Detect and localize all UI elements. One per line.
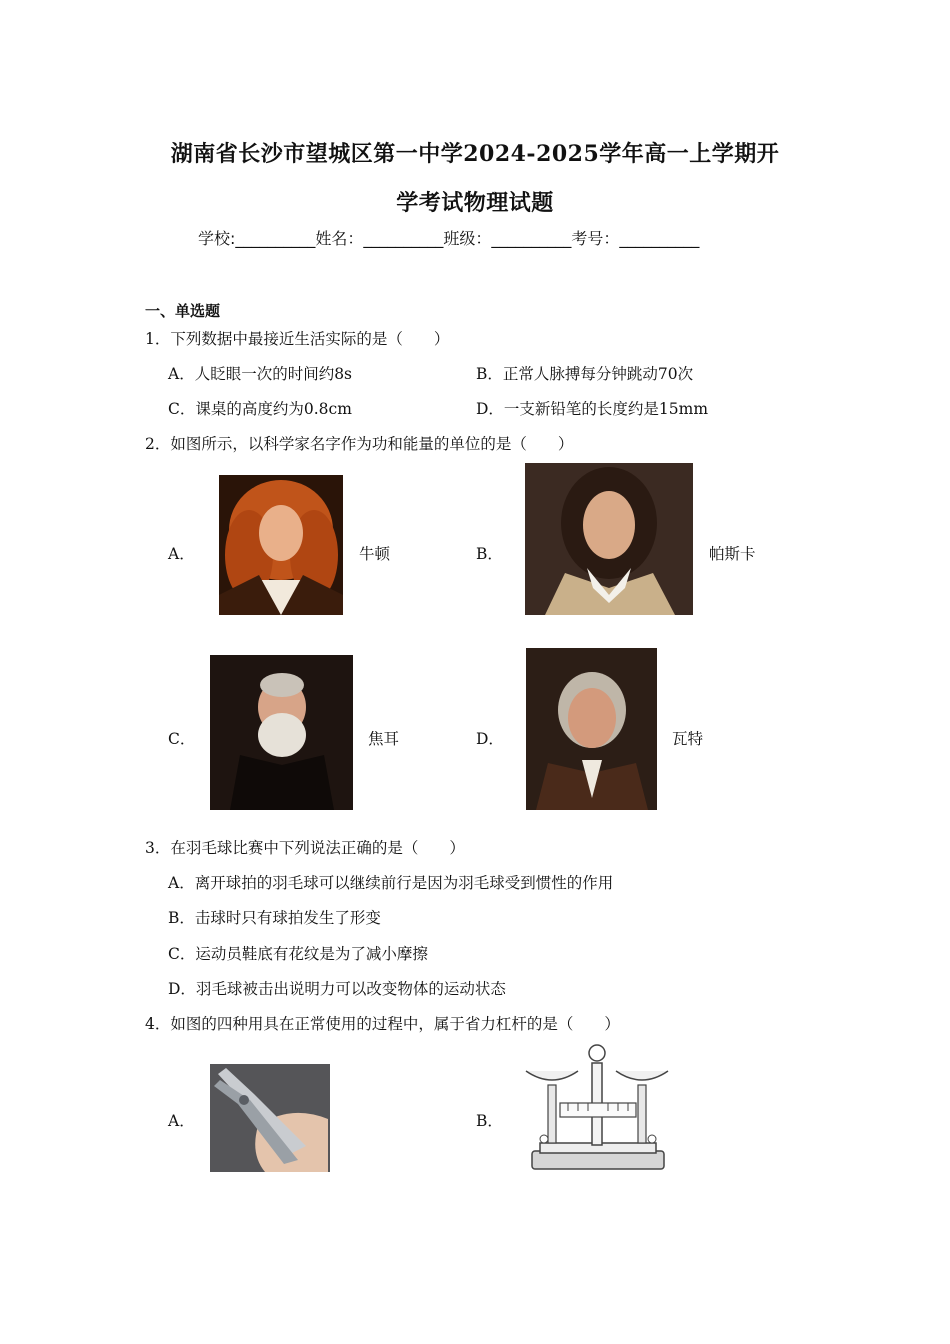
- joule-portrait: [210, 655, 353, 810]
- q4-option-a-label: A．: [168, 1112, 195, 1130]
- q1-option-d: D．一支新铅笔的长度约是15mm: [476, 400, 709, 418]
- q4-option-b-label: B．: [476, 1112, 503, 1130]
- q3-option-b: B．击球时只有球拍发生了形变: [168, 909, 381, 927]
- pliers-image: [210, 1064, 330, 1172]
- q3-option-d: D．羽毛球被击出说明力可以改变物体的运动状态: [168, 980, 506, 998]
- q2-option-d-label: D．: [476, 730, 504, 748]
- q2-option-c-label: C．: [168, 730, 196, 748]
- pascal-portrait: [525, 463, 693, 615]
- q3-option-a: A．离开球拍的羽毛球可以继续前行是因为羽毛球受到惯性的作用: [168, 874, 614, 892]
- exam-title-line1: 湖南省长沙市望城区第一中学2024-2025学年高一上学期开: [170, 141, 780, 167]
- exam-title-line2: 学考试物理试题: [396, 190, 554, 216]
- q1-option-c: C．课桌的高度约为0.8cm: [168, 400, 352, 418]
- q1-option-a: A．人眨眼一次的时间约8s: [168, 365, 353, 383]
- q1-option-b: B．正常人脉搏每分钟跳动70次: [476, 365, 694, 383]
- q2-option-d-caption: 瓦特: [672, 730, 704, 748]
- q2-option-c-caption: 焦耳: [368, 730, 400, 748]
- balance-scale-image: [520, 1043, 675, 1173]
- question-3-stem: 3．在羽毛球比赛中下列说法正确的是（ ）: [145, 839, 465, 857]
- q2-option-b-caption: 帕斯卡: [709, 545, 756, 563]
- student-info-line: 学校:__________姓名：__________班级：__________考号：__________: [198, 229, 700, 248]
- question-4-stem: 4．如图的四种用具在正常使用的过程中，属于省力杠杆的是（ ）: [145, 1015, 620, 1033]
- watt-portrait: [526, 648, 657, 810]
- q2-option-b-label: B．: [476, 545, 503, 563]
- q2-option-a-label: A．: [168, 545, 195, 563]
- newton-portrait: [219, 475, 343, 615]
- question-2-stem: 2．如图所示，以科学家名字作为功和能量的单位的是（ ）: [145, 435, 574, 453]
- question-1-stem: 1．下列数据中最接近生活实际的是（ ）: [145, 330, 450, 348]
- section-heading: 一、单选题: [145, 302, 221, 320]
- q2-option-a-caption: 牛顿: [359, 545, 391, 563]
- q3-option-c: C．运动员鞋底有花纹是为了减小摩擦: [168, 945, 428, 963]
